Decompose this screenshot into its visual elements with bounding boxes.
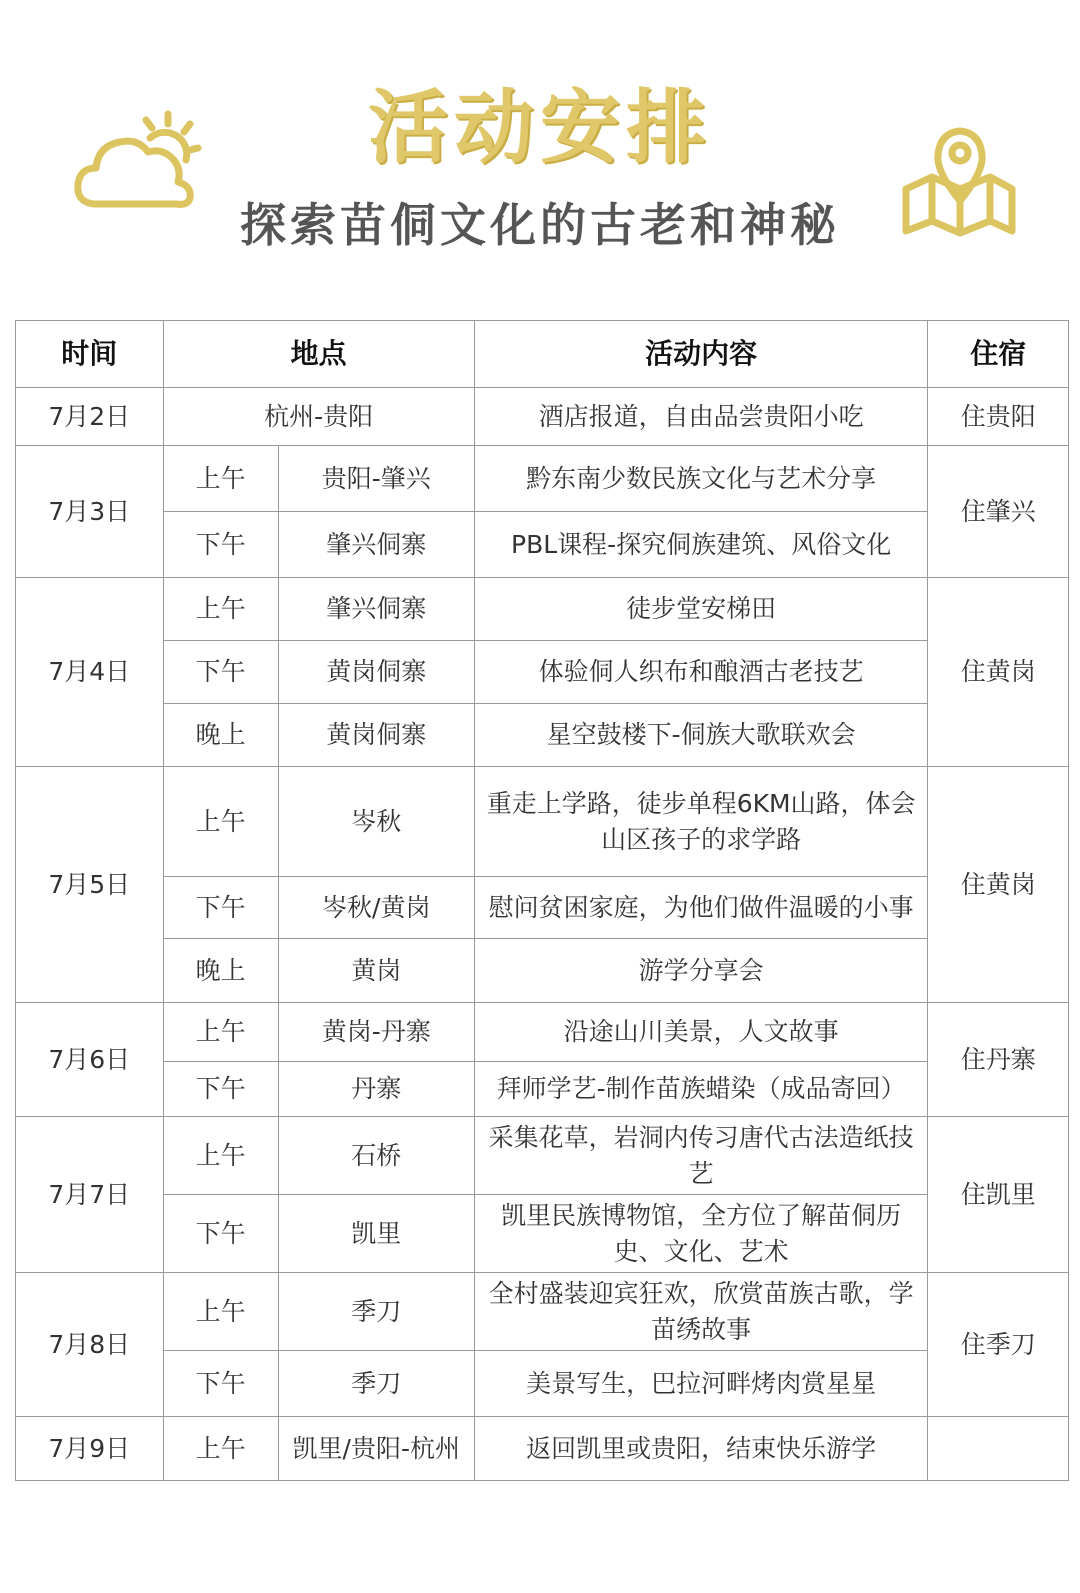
- table-header-row: [16, 321, 1069, 388]
- period-cell: 上午: [163, 1003, 278, 1062]
- table-row: [16, 1062, 1069, 1117]
- place-cell: 肇兴侗寨: [278, 512, 474, 578]
- activity-cell: 慰问贫困家庭，为他们做件温暖的小事: [474, 877, 928, 939]
- activity-cell: 黔东南少数民族文化与艺术分享: [474, 446, 928, 512]
- place-cell: 季刀: [278, 1273, 474, 1351]
- table-row: [16, 1273, 1069, 1351]
- period-cell: 上午: [163, 767, 278, 877]
- page-title: 活动安排: [368, 81, 712, 174]
- place-cell: 丹寨: [278, 1062, 474, 1117]
- place-cell: 黄岗: [278, 939, 474, 1003]
- activity-cell: 拜师学艺-制作苗族蜡染（成品寄回）: [474, 1062, 928, 1117]
- place-cell: 黄岗侗寨: [278, 641, 474, 704]
- period-cell: 下午: [163, 1351, 278, 1417]
- header-lodging: 住宿: [928, 321, 1069, 388]
- activity-cell: 游学分享会: [474, 939, 928, 1003]
- lodging-cell: 住贵阳: [928, 388, 1069, 446]
- lodging-cell: 住黄岗: [928, 767, 1069, 1003]
- place-cell: 岑秋: [278, 767, 474, 877]
- lodging-cell: 住丹寨: [928, 1003, 1069, 1117]
- lodging-cell: 住黄岗: [928, 578, 1069, 767]
- period-cell: 下午: [163, 1062, 278, 1117]
- map-pin-icon: [900, 125, 1018, 243]
- date-cell: 7月3日: [16, 446, 164, 578]
- header-place: 地点: [163, 321, 474, 388]
- period-cell: 上午: [163, 1117, 278, 1195]
- table-row: [16, 641, 1069, 704]
- place-cell: 黄岗侗寨: [278, 704, 474, 767]
- header-activity: 活动内容: [474, 321, 928, 388]
- activity-cell: 返回凯里或贵阳，结束快乐游学: [474, 1417, 928, 1481]
- table-row: [16, 388, 1069, 446]
- period-cell: 下午: [163, 1195, 278, 1273]
- activity-cell: 徒步堂安梯田: [474, 578, 928, 641]
- place-cell: 季刀: [278, 1351, 474, 1417]
- activity-cell: 沿途山川美景，人文故事: [474, 1003, 928, 1062]
- activity-cell: 美景写生，巴拉河畔烤肉赏星星: [474, 1351, 928, 1417]
- table-row: [16, 939, 1069, 1003]
- activity-cell: PBL课程-探究侗族建筑、风俗文化: [474, 512, 928, 578]
- place-cell: 凯里/贵阳-杭州: [278, 1417, 474, 1481]
- period-cell: 下午: [163, 877, 278, 939]
- table-row: [16, 446, 1069, 512]
- date-cell: 7月4日: [16, 578, 164, 767]
- place-cell: 凯里: [278, 1195, 474, 1273]
- period-cell: 晚上: [163, 939, 278, 1003]
- period-cell: 晚上: [163, 704, 278, 767]
- date-cell: 7月2日: [16, 388, 164, 446]
- table-row: [16, 767, 1069, 877]
- period-cell: 下午: [163, 512, 278, 578]
- period-cell: 上午: [163, 578, 278, 641]
- period-cell: 下午: [163, 641, 278, 704]
- header-time: 时间: [16, 321, 164, 388]
- lodging-cell: 住凯里: [928, 1117, 1069, 1273]
- lodging-cell: [928, 1417, 1069, 1481]
- activity-cell: 星空鼓楼下-侗族大歌联欢会: [474, 704, 928, 767]
- period-cell: 上午: [163, 446, 278, 512]
- place-cell: 石桥: [278, 1117, 474, 1195]
- page-subtitle: 探索苗侗文化的古老和神秘: [240, 198, 840, 252]
- table-row: [16, 578, 1069, 641]
- activity-cell: 采集花草，岩洞内传习唐代古法造纸技艺: [474, 1117, 928, 1195]
- place-cell: 杭州-贵阳: [163, 388, 474, 446]
- header: [0, 0, 1080, 300]
- lodging-cell: 住季刀: [928, 1273, 1069, 1417]
- activity-cell: 酒店报道，自由品尝贵阳小吃: [474, 388, 928, 446]
- activity-cell: 全村盛装迎宾狂欢，欣赏苗族古歌，学苗绣故事: [474, 1273, 928, 1351]
- schedule-table: [15, 320, 1069, 1481]
- period-cell: 上午: [163, 1417, 278, 1481]
- place-cell: 贵阳-肇兴: [278, 446, 474, 512]
- table-row: [16, 704, 1069, 767]
- place-cell: 肇兴侗寨: [278, 578, 474, 641]
- table-row: [16, 1117, 1069, 1195]
- lodging-cell: 住肇兴: [928, 446, 1069, 578]
- period-cell: 上午: [163, 1273, 278, 1351]
- table-row: [16, 512, 1069, 578]
- table-row: [16, 877, 1069, 939]
- date-cell: 7月6日: [16, 1003, 164, 1117]
- activity-cell: 重走上学路，徒步单程6KM山路，体会山区孩子的求学路: [474, 767, 928, 877]
- table-row: [16, 1003, 1069, 1062]
- date-cell: 7月5日: [16, 767, 164, 1003]
- date-cell: 7月8日: [16, 1273, 164, 1417]
- place-cell: 岑秋/黄岗: [278, 877, 474, 939]
- date-cell: 7月9日: [16, 1417, 164, 1481]
- date-cell: 7月7日: [16, 1117, 164, 1273]
- table-row: [16, 1195, 1069, 1273]
- place-cell: 黄岗-丹寨: [278, 1003, 474, 1062]
- table-row: [16, 1417, 1069, 1481]
- activity-cell: 体验侗人织布和酿酒古老技艺: [474, 641, 928, 704]
- activity-cell: 凯里民族博物馆，全方位了解苗侗历史、文化、艺术: [474, 1195, 928, 1273]
- table-row: [16, 1351, 1069, 1417]
